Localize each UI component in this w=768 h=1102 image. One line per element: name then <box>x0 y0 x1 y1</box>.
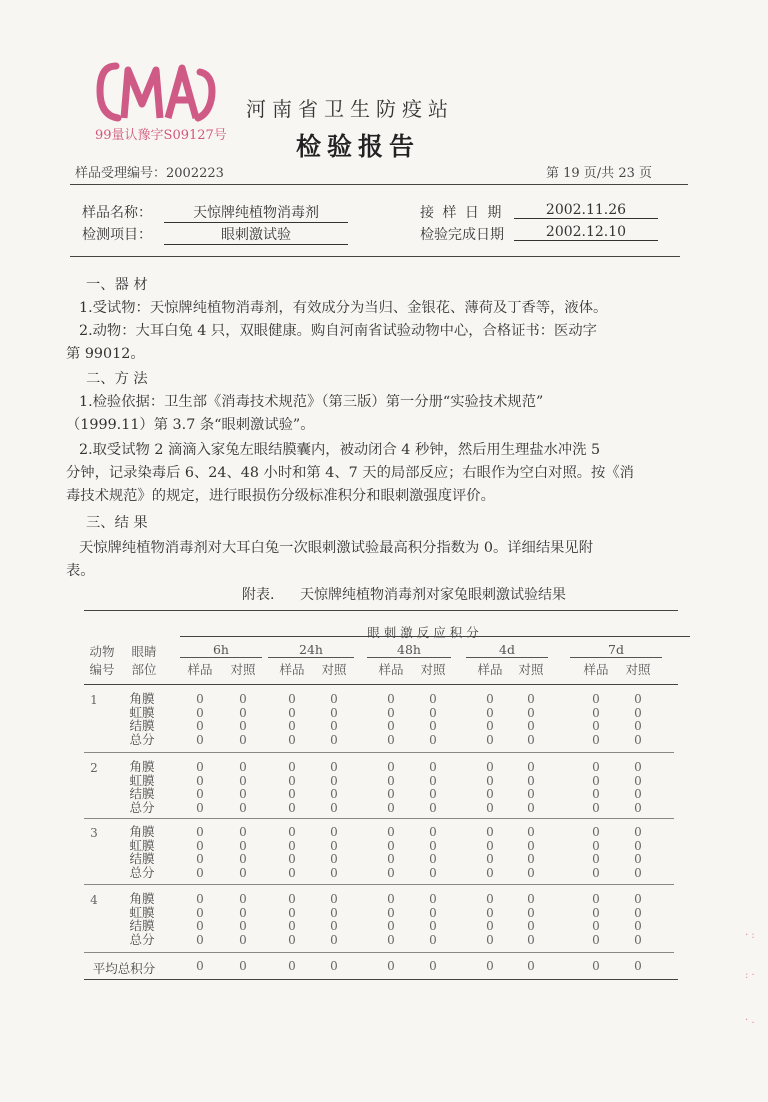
score-cell: 0 <box>239 773 247 788</box>
avg-cell: 0 <box>239 959 247 973</box>
eye-part: 角膜 <box>129 824 155 839</box>
stamp-code: 99量认豫字S09127号 <box>95 128 227 143</box>
score-cell: 0 <box>330 787 338 802</box>
score-cell: 0 <box>429 719 437 734</box>
score-cell: 0 <box>429 905 437 920</box>
score-cell: 0 <box>239 919 247 934</box>
score-cell: 0 <box>527 825 535 839</box>
section-1-item-2-cont: 第 99012。 <box>66 346 145 362</box>
score-cell: 0 <box>592 733 600 748</box>
score-cell: 0 <box>527 866 535 881</box>
eye-part: 结膜 <box>129 786 155 802</box>
score-cell: 0 <box>196 919 204 934</box>
eye-part: 角膜 <box>129 691 155 706</box>
score-cell: 0 <box>486 892 494 906</box>
score-cell: 0 <box>239 760 247 774</box>
score-cell: 0 <box>592 905 600 920</box>
score-cell: 0 <box>592 825 600 839</box>
score-cell: 0 <box>634 801 642 816</box>
score-cell: 0 <box>288 773 296 788</box>
score-cell: 0 <box>330 852 338 867</box>
score-cell: 0 <box>634 919 642 934</box>
score-cell: 0 <box>634 733 642 748</box>
edge-mark: · . <box>745 1015 755 1026</box>
score-cell: 0 <box>239 719 247 734</box>
score-cell: 0 <box>288 787 296 802</box>
score-cell: 0 <box>288 705 296 720</box>
score-cell: 0 <box>527 692 535 706</box>
score-cell: 0 <box>288 825 296 839</box>
score-cell: 0 <box>634 905 642 920</box>
animal-id: 1 <box>90 693 98 707</box>
sample-col-label: 样品 <box>187 662 213 677</box>
score-cell: 0 <box>330 801 338 816</box>
score-cell: 0 <box>592 705 600 720</box>
score-cell: 0 <box>288 933 296 948</box>
score-cell: 0 <box>196 825 204 839</box>
score-cell: 0 <box>196 866 204 881</box>
score-cell: 0 <box>330 705 338 720</box>
time-header-6h: 6h <box>180 643 262 658</box>
eye-part: 总分 <box>129 932 155 948</box>
eye-part: 结膜 <box>129 918 155 934</box>
score-cell: 0 <box>196 892 204 906</box>
score-cell: 0 <box>387 838 395 853</box>
score-cell: 0 <box>429 705 437 720</box>
score-cell: 0 <box>330 933 338 948</box>
score-cell: 0 <box>527 760 535 774</box>
score-cell: 0 <box>196 705 204 720</box>
score-cell: 0 <box>592 801 600 816</box>
score-cell: 0 <box>527 801 535 816</box>
score-cell: 0 <box>486 705 494 720</box>
score-cell: 0 <box>387 852 395 867</box>
score-cell: 0 <box>196 787 204 802</box>
score-cell: 0 <box>429 733 437 748</box>
eye-part: 总分 <box>129 732 155 748</box>
score-cell: 0 <box>592 892 600 906</box>
score-cell: 0 <box>387 919 395 934</box>
score-cell: 0 <box>429 919 437 934</box>
control-col-label: 对照 <box>321 662 347 677</box>
score-cell: 0 <box>592 692 600 706</box>
score-cell: 0 <box>486 933 494 948</box>
eye-part: 虹膜 <box>129 704 155 720</box>
eye-part: 虹膜 <box>129 904 155 920</box>
score-cell: 0 <box>239 825 247 839</box>
score-cell: 0 <box>387 866 395 881</box>
edge-mark: · : <box>745 930 755 941</box>
score-cell: 0 <box>634 892 642 906</box>
section-2-item-1: 1.检验依据：卫生部《消毒技术规范》（第三版）第一分册“实验技术规范” <box>79 394 544 410</box>
score-cell: 0 <box>239 692 247 706</box>
score-cell: 0 <box>239 866 247 881</box>
score-cell: 0 <box>527 838 535 853</box>
score-cell: 0 <box>239 905 247 920</box>
score-cell: 0 <box>387 719 395 734</box>
score-cell: 0 <box>330 825 338 839</box>
eye-part: 总分 <box>129 800 155 816</box>
time-header-24h: 24h <box>268 643 354 658</box>
score-cell: 0 <box>288 760 296 774</box>
complete-date-label: 检验完成日期 <box>420 227 504 243</box>
eye-part: 虹膜 <box>129 772 155 788</box>
score-cell: 0 <box>592 919 600 934</box>
animal-id: 2 <box>90 761 98 775</box>
score-cell: 0 <box>387 733 395 748</box>
score-cell: 0 <box>387 905 395 920</box>
score-cell: 0 <box>196 838 204 853</box>
sample-col-label: 样品 <box>583 662 609 677</box>
score-cell: 0 <box>429 933 437 948</box>
score-cell: 0 <box>592 852 600 867</box>
score-cell: 0 <box>486 773 494 788</box>
score-cell: 0 <box>330 760 338 774</box>
receive-date-label: 接 样 日 期 <box>420 205 504 221</box>
score-cell: 0 <box>527 905 535 920</box>
score-cell: 0 <box>196 692 204 706</box>
score-cell: 0 <box>429 760 437 774</box>
section-2-item-2-cont-2: 毒技术规范》的规定，进行眼损伤分级标准积分和眼刺激强度评价。 <box>66 488 495 504</box>
score-cell: 0 <box>330 919 338 934</box>
score-cell: 0 <box>634 719 642 734</box>
score-cell: 0 <box>387 773 395 788</box>
score-cell: 0 <box>592 773 600 788</box>
score-cell: 0 <box>527 705 535 720</box>
avg-cell: 0 <box>634 959 642 973</box>
block-rule <box>84 818 674 819</box>
score-cell: 0 <box>387 892 395 906</box>
score-cell: 0 <box>634 852 642 867</box>
eye-part: 角膜 <box>129 891 155 906</box>
score-cell: 0 <box>429 787 437 802</box>
section-1-item-2: 2.动物：大耳白兔 4 只，双眼健康。购自河南省试验动物中心，合格证书：医动字 <box>79 323 597 339</box>
score-cell: 0 <box>527 773 535 788</box>
section-3-result-cont: 表。 <box>66 563 95 579</box>
sample-name-label: 样品名称： <box>82 205 152 221</box>
score-cell: 0 <box>634 773 642 788</box>
score-cell: 0 <box>387 692 395 706</box>
score-cell: 0 <box>527 719 535 734</box>
score-cell: 0 <box>486 787 494 802</box>
score-cell: 0 <box>429 852 437 867</box>
score-cell: 0 <box>527 892 535 906</box>
score-cell: 0 <box>288 719 296 734</box>
sample-col-label: 样品 <box>378 662 404 677</box>
table-caption-prefix: 附表. <box>242 587 275 603</box>
time-header-4d: 4d <box>466 643 548 658</box>
section-2-item-2-cont-1: 分钟，记录染毒后 6、24、48 小时和第 4、7 天的局部反应；右眼作为空白对照。按《消 <box>66 465 634 481</box>
score-cell: 0 <box>429 692 437 706</box>
test-item-label: 检测项目： <box>82 227 152 243</box>
animal-id: 4 <box>90 893 98 907</box>
score-cell: 0 <box>330 733 338 748</box>
score-cell: 0 <box>592 787 600 802</box>
eye-part: 角膜 <box>129 759 155 774</box>
score-cell: 0 <box>634 838 642 853</box>
score-cell: 0 <box>592 838 600 853</box>
score-cell: 0 <box>330 719 338 734</box>
score-cell: 0 <box>429 892 437 906</box>
score-cell: 0 <box>239 892 247 906</box>
score-cell: 0 <box>486 852 494 867</box>
score-cell: 0 <box>288 838 296 853</box>
score-cell: 0 <box>527 787 535 802</box>
score-cell: 0 <box>634 933 642 948</box>
avg-cell: 0 <box>288 959 296 973</box>
score-cell: 0 <box>429 801 437 816</box>
score-cell: 0 <box>486 801 494 816</box>
time-header-7d: 7d <box>570 643 662 658</box>
score-cell: 0 <box>486 733 494 748</box>
block-rule <box>84 752 674 753</box>
score-cell: 0 <box>239 705 247 720</box>
score-cell: 0 <box>196 801 204 816</box>
score-cell: 0 <box>196 760 204 774</box>
eye-part: 虹膜 <box>129 837 155 853</box>
score-cell: 0 <box>486 905 494 920</box>
score-cell: 0 <box>196 933 204 948</box>
report-title: 检验报告 <box>296 132 421 161</box>
score-cell: 0 <box>239 852 247 867</box>
col-animal-label-1: 动物 <box>89 644 115 659</box>
score-cell: 0 <box>527 852 535 867</box>
header-bottom-rule <box>84 684 678 685</box>
sample-number: 样品受理编号：2002223 <box>75 166 224 181</box>
score-cell: 0 <box>486 760 494 774</box>
block-rule <box>84 884 674 885</box>
score-cell: 0 <box>634 825 642 839</box>
score-cell: 0 <box>486 692 494 706</box>
score-cell: 0 <box>634 692 642 706</box>
score-cell: 0 <box>330 866 338 881</box>
col-animal-label-2: 编号 <box>89 662 115 677</box>
score-cell: 0 <box>239 801 247 816</box>
avg-cell: 0 <box>429 959 437 973</box>
animal-id: 3 <box>90 826 98 840</box>
score-cell: 0 <box>196 905 204 920</box>
avg-top-rule <box>84 952 674 953</box>
score-cell: 0 <box>527 933 535 948</box>
score-cell: 0 <box>486 919 494 934</box>
score-cell: 0 <box>330 905 338 920</box>
col-eye-label-1: 眼睛 <box>131 644 157 659</box>
score-cell: 0 <box>387 825 395 839</box>
score-cell: 0 <box>239 787 247 802</box>
score-cell: 0 <box>592 933 600 948</box>
score-cell: 0 <box>429 866 437 881</box>
edge-mark: : · <box>745 970 755 981</box>
avg-cell: 0 <box>592 959 600 973</box>
score-cell: 0 <box>196 733 204 748</box>
section-3-result: 天惊牌纯植物消毒剂对大耳白兔一次眼刺激试验最高积分指数为 0。详细结果见附 <box>79 540 594 556</box>
sample-name: 天惊牌纯植物消毒剂 <box>164 202 348 223</box>
score-cell: 0 <box>288 692 296 706</box>
avg-cell: 0 <box>527 959 535 973</box>
table-bottom-rule <box>84 979 678 980</box>
control-col-label: 对照 <box>625 662 651 677</box>
score-cell: 0 <box>330 773 338 788</box>
score-cell: 0 <box>592 760 600 774</box>
score-cell: 0 <box>239 838 247 853</box>
page-number: 第 19 页/共 23 页 <box>546 166 652 181</box>
score-cell: 0 <box>429 773 437 788</box>
score-cell: 0 <box>330 692 338 706</box>
section-3-title: 三、结 果 <box>86 515 148 531</box>
score-cell: 0 <box>527 733 535 748</box>
col-eye-label-2: 部位 <box>131 662 157 677</box>
score-cell: 0 <box>527 919 535 934</box>
score-cell: 0 <box>330 892 338 906</box>
avg-cell: 0 <box>330 959 338 973</box>
score-cell: 0 <box>196 852 204 867</box>
control-col-label: 对照 <box>518 662 544 677</box>
score-cell: 0 <box>196 719 204 734</box>
section-1-item-1: 1.受试物：天惊牌纯植物消毒剂，有效成分为当归、金银花、薄荷及丁香等，液体。 <box>79 300 608 316</box>
score-cell: 0 <box>387 705 395 720</box>
sample-col-label: 样品 <box>279 662 305 677</box>
score-cell: 0 <box>634 760 642 774</box>
score-cell: 0 <box>288 801 296 816</box>
score-cell: 0 <box>486 866 494 881</box>
score-cell: 0 <box>288 852 296 867</box>
avg-cell: 0 <box>196 959 204 973</box>
score-cell: 0 <box>387 760 395 774</box>
score-cell: 0 <box>196 773 204 788</box>
score-cell: 0 <box>486 825 494 839</box>
score-cell: 0 <box>288 733 296 748</box>
eye-part: 结膜 <box>129 851 155 867</box>
score-cell: 0 <box>486 719 494 734</box>
time-header-48h: 48h <box>367 643 451 658</box>
complete-date: 2002.12.10 <box>514 224 658 241</box>
score-cell: 0 <box>634 866 642 881</box>
score-cell: 0 <box>288 892 296 906</box>
organization-name: 河南省卫生防疫站 <box>246 97 454 121</box>
section-1-title: 一、器 材 <box>86 277 148 293</box>
score-cell: 0 <box>288 905 296 920</box>
score-cell: 0 <box>239 933 247 948</box>
score-cell: 0 <box>634 705 642 720</box>
receive-date: 2002.11.26 <box>514 202 658 219</box>
test-item: 眼刺激试验 <box>164 224 348 245</box>
table-top-rule <box>84 610 678 611</box>
score-cell: 0 <box>592 719 600 734</box>
section-2-item-2: 2.取受试物 2 滴滴入家兔左眼结膜囊内，被动闭合 4 秒钟，然后用生理盐水冲洗 5 <box>79 442 601 458</box>
section-2-item-1-cont: （1999.11）第 3.7 条“眼刺激试验”。 <box>66 417 315 433</box>
eye-part: 总分 <box>129 865 155 881</box>
score-cell: 0 <box>387 933 395 948</box>
score-cell: 0 <box>330 838 338 853</box>
avg-cell: 0 <box>486 959 494 973</box>
score-cell: 0 <box>387 787 395 802</box>
score-cell: 0 <box>288 866 296 881</box>
table-caption: 天惊牌纯植物消毒剂对家兔眼刺激试验结果 <box>300 587 566 603</box>
score-cell: 0 <box>592 866 600 881</box>
score-cell: 0 <box>634 787 642 802</box>
section-2-title: 二、方 法 <box>86 371 148 387</box>
control-col-label: 对照 <box>420 662 446 677</box>
eye-part: 结膜 <box>129 718 155 734</box>
score-cell: 0 <box>288 919 296 934</box>
score-cell: 0 <box>387 801 395 816</box>
score-cell: 0 <box>429 825 437 839</box>
sample-col-label: 样品 <box>477 662 503 677</box>
score-cell: 0 <box>486 838 494 853</box>
avg-label: 平均总积分 <box>92 961 156 976</box>
group-header: 眼刺激反应积分 <box>367 625 483 640</box>
score-cell: 0 <box>239 733 247 748</box>
score-cell: 0 <box>429 838 437 853</box>
control-col-label: 对照 <box>230 662 256 677</box>
avg-cell: 0 <box>387 959 395 973</box>
